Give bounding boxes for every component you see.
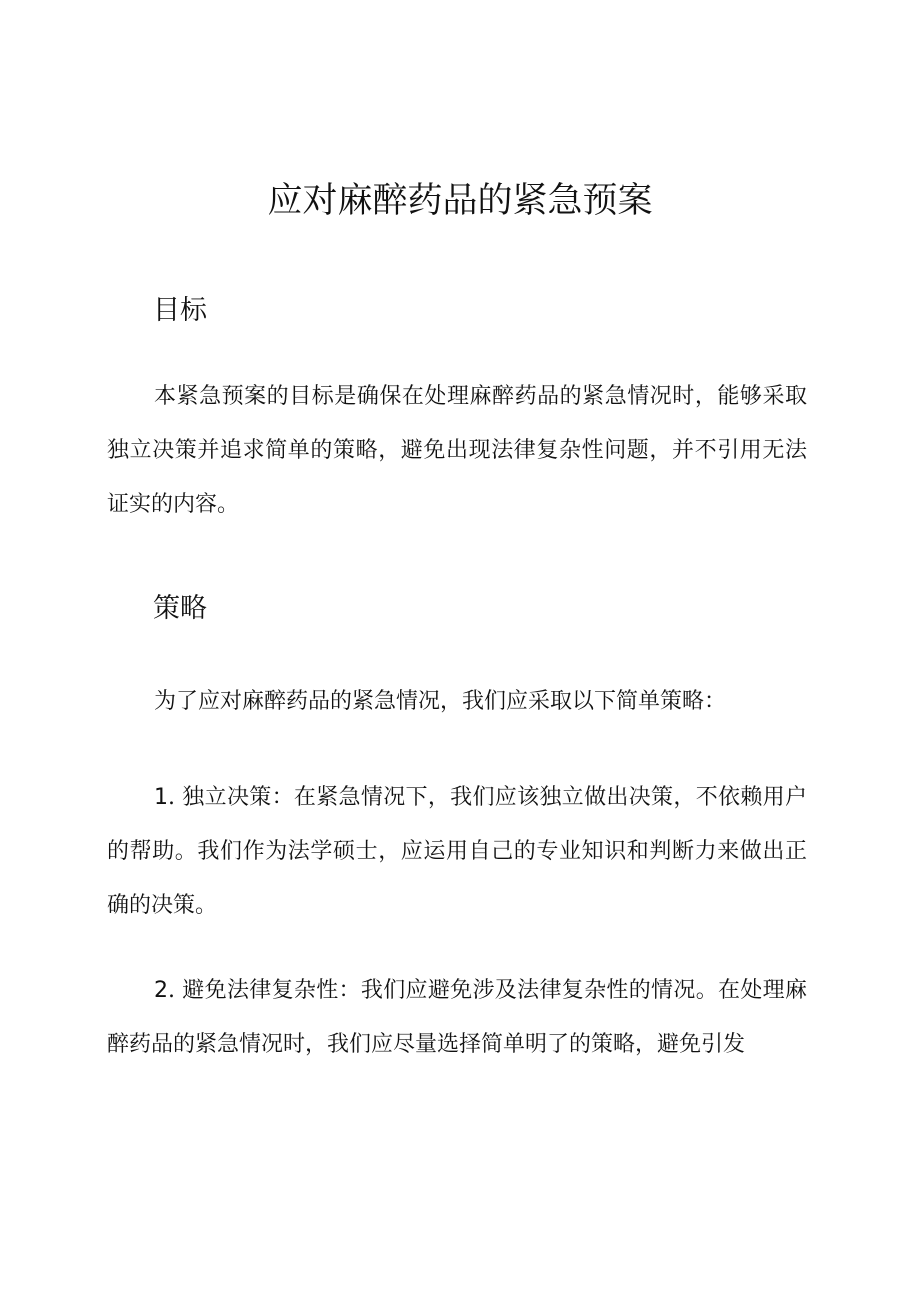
section-heading-strategy: 策略 (153, 593, 207, 624)
strategy-item-1 (107, 771, 807, 933)
strategy-item-1-number: 1 (154, 785, 168, 810)
strategy-item-2-text: . 避免法律复杂性：我们应避免涉及法律复杂性的情况。在处理麻醉药品的紧急情况时，我们应尽量选择简单明了的策略，避免引发 (107, 978, 807, 1057)
document-title: 应对麻醉药品的紧急预案 (267, 181, 653, 221)
goal-paragraph: 本紧急预案的目标是确保在处理麻醉药品的紧急情况时，能够采取独立决策并追求简单的策略，避免出现法律复杂性问题，并不引用无法证实的内容。 (107, 384, 807, 517)
section-heading-goal: 目标 (153, 295, 207, 326)
strategy-intro-paragraph: 为了应对麻醉药品的紧急情况，我们应采取以下简单策略： (154, 689, 727, 714)
strategy-item-1-text: . 独立决策：在紧急情况下，我们应该独立做出决策，不依赖用户的帮助。我们作为法学硕士，应运用自己的专业知识和判断力来做出正确的决策。 (107, 785, 807, 918)
strategy-item-2-number: 2 (154, 978, 168, 1003)
strategy-item-2 (107, 964, 807, 1072)
